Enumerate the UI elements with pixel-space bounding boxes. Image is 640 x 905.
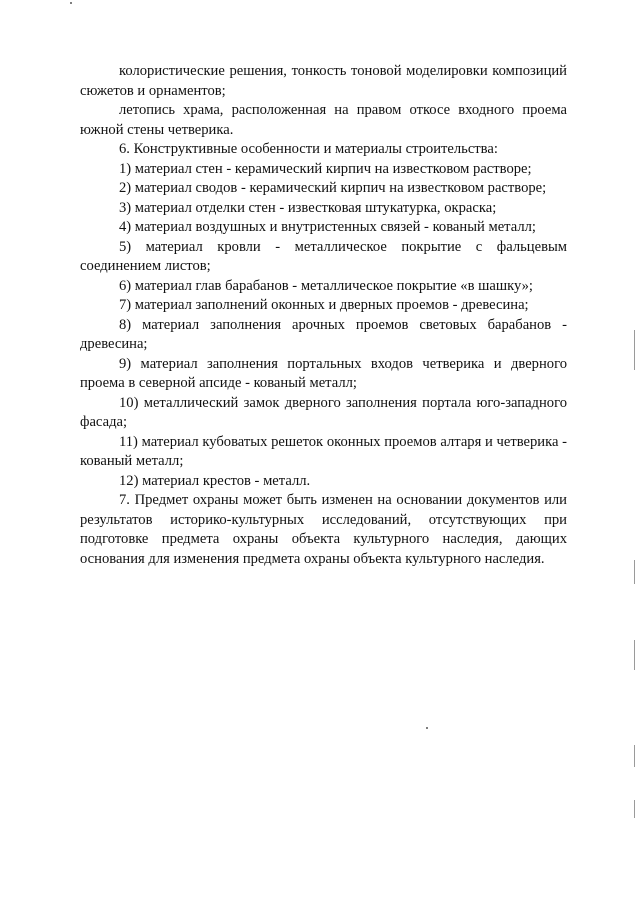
list-item-12: 12) материал крестов - металл. bbox=[119, 472, 311, 489]
list-item-10: 10) металлический замок дверного заполнения портала юго-западного фасада; bbox=[80, 394, 567, 430]
list-item-1: 1) материал стен - керамический кирпич на известковом растворе; bbox=[119, 160, 532, 177]
scan-speck bbox=[426, 727, 428, 729]
scan-edge-mark bbox=[634, 800, 635, 818]
list-item-8: 8) материал заполнения арочных проемов световых барабанов - древесина; bbox=[80, 316, 567, 352]
scan-edge-mark bbox=[634, 330, 635, 370]
list-item-6: 6) материал глав барабанов - металлическое покрытие «в шашку»; bbox=[119, 277, 533, 294]
scan-speck bbox=[70, 2, 72, 4]
list-item-4: 4) материал воздушных и внутристенных связей - кованый металл; bbox=[119, 219, 536, 235]
scan-edge-mark bbox=[634, 640, 635, 670]
scan-edge-mark bbox=[634, 560, 635, 584]
scan-edge-mark bbox=[634, 745, 635, 767]
list-item-9: 9) материал заполнения портальных входов четверика и дверного проема в северной апсиде - кованый металл; bbox=[80, 355, 567, 391]
list-item-5: 5) материал кровли - металлическое покрытие с фальцевым соединением листов; bbox=[80, 238, 567, 274]
paragraph-coloristic: колористические решения, тонкость тоновой моделировки композиций сюжетов и орнаментов; bbox=[80, 63, 567, 99]
paragraph-section-7: 7. Предмет охраны может быть изменен на основании документов или результатов историко-культурных исследований, отсутствующих при подготовке предмета охраны объекта культурного наследия, дающих основания для изменения предмета охраны объекта культурного наследия. bbox=[80, 492, 567, 567]
list-item-11: 11) материал кубоватых решеток оконных проемов алтаря и четверика - кованый металл; bbox=[80, 433, 567, 469]
paragraph-chronicle: летопись храма, расположенная на правом откосе входного проема южной стены четверика. bbox=[80, 102, 567, 138]
document-body bbox=[80, 62, 567, 569]
paragraph-section-6-heading: 6. Конструктивные особенности и материалы строительства: bbox=[119, 141, 498, 157]
list-item-2: 2) материал сводов - керамический кирпич на известковом растворе; bbox=[119, 180, 547, 196]
list-item-3: 3) материал отделки стен - известковая штукатурка, окраска; bbox=[119, 199, 497, 216]
list-item-7: 7) материал заполнений оконных и дверных проемов - древесина; bbox=[119, 297, 529, 313]
